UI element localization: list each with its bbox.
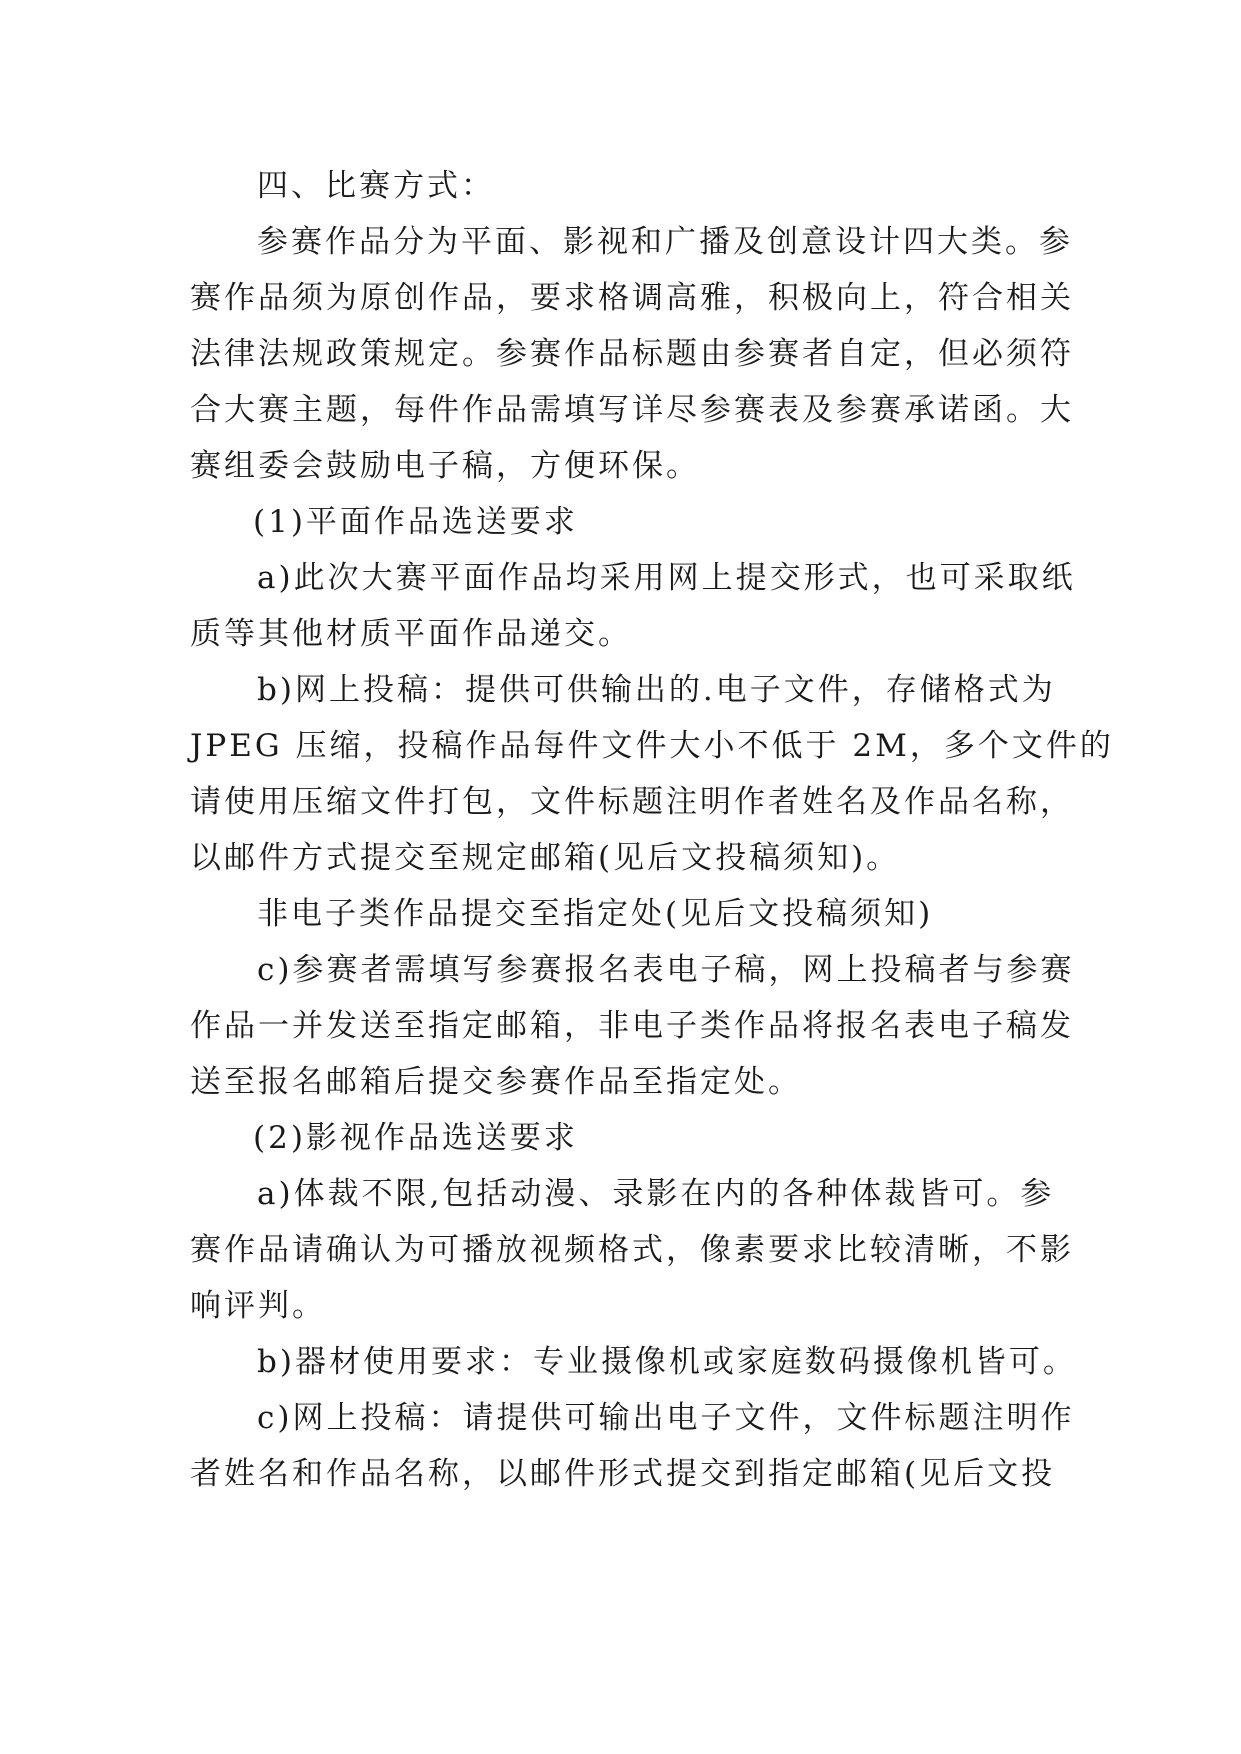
paragraph-line: 质等其他材质平面作品递交。 (190, 616, 632, 652)
paragraph-line: c)参赛者需填写参赛报名表电子稿，网上投稿者与参赛 (257, 952, 1075, 988)
paragraph-line: b)器材使用要求：专业摄像机或家庭数码摄像机皆可。 (257, 1344, 1077, 1380)
paragraph-line: 法律法规政策规定。参赛作品标题由参赛者自定，但必须符 (190, 336, 1074, 372)
paragraph-line: 非电子类作品提交至指定处(见后文投稿须知) (257, 896, 934, 932)
paragraph-line: a)体裁不限,包括动漫、录影在内的各种体裁皆可。参 (257, 1176, 1055, 1212)
paragraph-line: 作品一并发送至指定邮箱，非电子类作品将报名表电子稿发 (190, 1008, 1074, 1044)
paragraph-line: JPEG 压缩，投稿作品每件文件大小不低于 2M，多个文件的 (190, 728, 1114, 764)
paragraph-line: 赛作品请确认为可播放视频格式，像素要求比较清晰，不影 (190, 1232, 1074, 1268)
paragraph-line: b)网上投稿：提供可供输出的.电子文件，存储格式为 (257, 672, 1056, 708)
paragraph-line: a)此次大赛平面作品均采用网上提交形式，也可采取纸 (257, 560, 1076, 596)
paragraph-line: c)网上投稿：请提供可输出电子文件，文件标题注明作 (257, 1400, 1075, 1436)
paragraph-line: 赛组委会鼓励电子稿，方便环保。 (190, 448, 700, 484)
paragraph-line: 请使用压缩文件打包，文件标题注明作者姓名及作品名称， (190, 784, 1074, 820)
paragraph-line: 者姓名和作品名称，以邮件形式提交到指定邮箱(见后文投 (190, 1456, 1056, 1492)
subsection-heading: (1)平面作品选送要求 (253, 504, 578, 540)
paragraph-line: 送至报名邮箱后提交参赛作品至指定处。 (190, 1064, 802, 1100)
section-heading: 四、比赛方式： (257, 168, 495, 204)
paragraph-line: 以邮件方式提交至规定邮箱(见后文投稿须知)。 (190, 840, 901, 876)
paragraph-line: 参赛作品分为平面、影视和广播及创意设计四大类。参 (257, 224, 1073, 260)
paragraph-line: 赛作品须为原创作品，要求格调高雅，积极向上，符合相关 (190, 280, 1074, 316)
paragraph-line: 响评判。 (190, 1288, 326, 1324)
subsection-heading: (2)影视作品选送要求 (253, 1120, 578, 1156)
paragraph-line: 合大赛主题，每件作品需填写详尽参赛表及参赛承诺函。大 (190, 392, 1074, 428)
